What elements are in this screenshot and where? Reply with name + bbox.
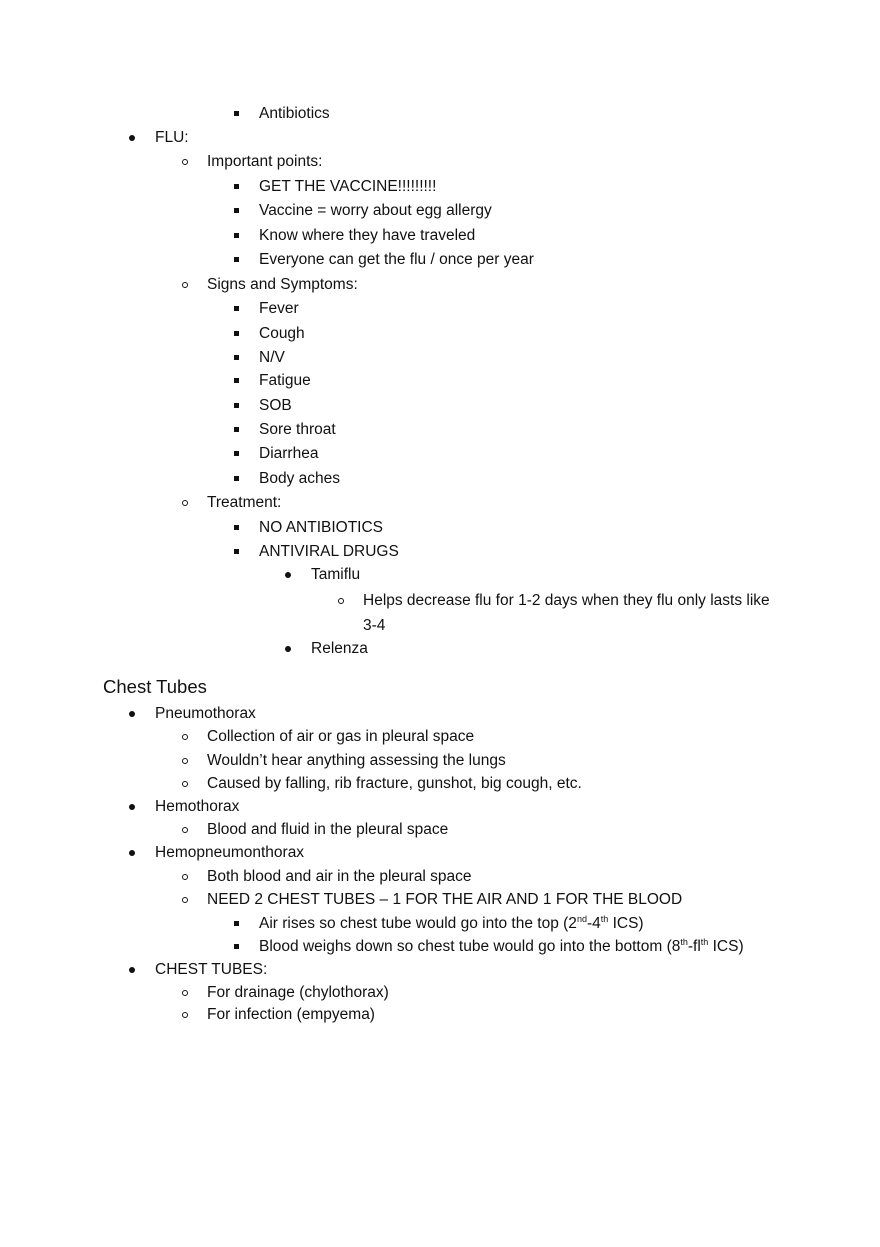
superscript: th [700, 937, 709, 947]
square-bullet-icon [234, 476, 239, 481]
list-item: For drainage (chylothorax) [207, 984, 389, 1001]
text-run: -fl [687, 938, 701, 955]
list-item: N/V [259, 349, 285, 366]
list-item: Blood and fluid in the pleural space [207, 821, 449, 838]
square-bullet-icon [234, 403, 239, 408]
bullet-icon [129, 711, 135, 717]
circle-bullet-icon [182, 758, 188, 764]
square-bullet-icon [234, 451, 239, 456]
list-item: NO ANTIBIOTICS [259, 519, 384, 536]
list-item: Important points: [207, 153, 323, 170]
circle-bullet-icon [182, 990, 188, 996]
circle-bullet-icon [182, 827, 188, 833]
list-item: Tamiflu [311, 566, 361, 583]
list-item: Know where they have traveled [259, 227, 476, 244]
list-item: Body aches [259, 470, 340, 487]
list-item: ANTIVIRAL DRUGS [259, 543, 399, 560]
list-item: Cough [259, 325, 305, 342]
square-bullet-icon [234, 111, 239, 116]
circle-bullet-icon [182, 159, 188, 165]
circle-bullet-icon [182, 874, 188, 880]
text-run: Air rises so chest tube would go into the top (2 [259, 915, 577, 932]
list-item: Antibiotics [259, 105, 330, 122]
list-item: For infection (empyema) [207, 1006, 375, 1023]
circle-bullet-icon [182, 282, 188, 288]
bullet-icon [129, 804, 135, 810]
list-item: GET THE VACCINE!!!!!!!!! [259, 178, 437, 195]
list-item-continuation: 3-4 [363, 617, 386, 634]
circle-bullet-icon [182, 897, 188, 903]
bullet-icon [129, 850, 135, 856]
list-item: Sore throat [259, 421, 336, 438]
list-item: Both blood and air in the pleural space [207, 868, 472, 885]
superscript: nd [576, 914, 587, 924]
square-bullet-icon [234, 208, 239, 213]
list-item: CHEST TUBES: [155, 961, 268, 978]
circle-bullet-icon [338, 598, 344, 604]
section-heading: Chest Tubes [103, 676, 207, 697]
text-run: -4 [586, 915, 601, 932]
square-bullet-icon [234, 184, 239, 189]
list-item: Fatigue [259, 372, 311, 389]
list-item: Pneumothorax [155, 705, 256, 722]
list-item: Signs and Symptoms: [207, 276, 358, 293]
list-item: Fever [259, 300, 299, 317]
list-item: Hemothorax [155, 798, 240, 815]
circle-bullet-icon [182, 781, 188, 787]
superscript: th [680, 937, 688, 947]
list-item: SOB [259, 397, 292, 414]
list-item: Treatment: [207, 494, 282, 511]
list-item: Hemopneumonthorax [155, 844, 305, 861]
bullet-icon [285, 646, 291, 652]
text-run: Blood weighs down so chest tube would go into the bottom (8 [259, 938, 681, 955]
text-run: ICS) [608, 915, 644, 932]
list-item: Helps decrease flu for 1-2 days when they flu only lasts like [363, 592, 770, 609]
bullet-icon [285, 572, 291, 578]
list-item: Diarrhea [259, 445, 319, 462]
flu-label: FLU: [155, 129, 189, 146]
square-bullet-icon [234, 257, 239, 262]
text-run: ICS) [708, 938, 744, 955]
list-item: Everyone can get the flu / once per year [259, 251, 534, 268]
list-item: NEED 2 CHEST TUBES – 1 FOR THE AIR AND 1 FOR THE BLOOD [207, 891, 683, 908]
list-item [259, 937, 744, 957]
superscript: th [600, 914, 609, 924]
square-bullet-icon [234, 331, 239, 336]
square-bullet-icon [234, 549, 239, 554]
square-bullet-icon [234, 525, 239, 530]
square-bullet-icon [234, 921, 239, 926]
circle-bullet-icon [182, 500, 188, 506]
list-item: Caused by falling, rib fracture, gunshot, big cough, etc. [207, 775, 582, 792]
square-bullet-icon [234, 944, 239, 949]
list-item [259, 914, 644, 934]
list-item: Wouldn’t hear anything assessing the lungs [207, 752, 506, 769]
bullet-icon [129, 135, 135, 141]
bullet-icon [129, 967, 135, 973]
square-bullet-icon [234, 233, 239, 238]
square-bullet-icon [234, 355, 239, 360]
circle-bullet-icon [182, 1012, 188, 1018]
square-bullet-icon [234, 306, 239, 311]
list-item: Relenza [311, 640, 368, 657]
square-bullet-icon [234, 378, 239, 383]
list-item: Collection of air or gas in pleural space [207, 728, 475, 745]
circle-bullet-icon [182, 734, 188, 740]
list-item: Vaccine = worry about egg allergy [259, 202, 492, 219]
square-bullet-icon [234, 427, 239, 432]
